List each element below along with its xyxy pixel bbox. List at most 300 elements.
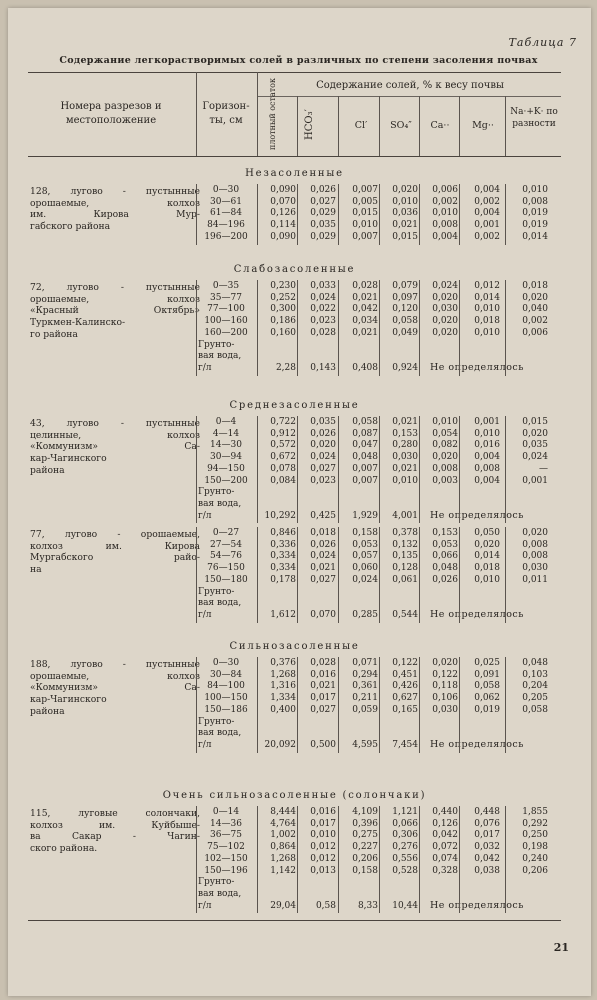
value-cell: 0,053 xyxy=(352,539,378,550)
value-cell: 0,165 xyxy=(392,704,418,715)
groundwater-value: 10,44 xyxy=(392,900,418,911)
value-cell: 0,020 xyxy=(392,185,418,195)
value-cell: 0,066 xyxy=(392,818,418,829)
value-cell: 0,035 xyxy=(522,440,548,451)
value-cell: 0,027 xyxy=(310,704,336,715)
table-row xyxy=(0,304,597,316)
horizon-cell: 160—200 xyxy=(204,327,248,338)
value-cell: 0,160 xyxy=(270,327,296,338)
value-cell: 0,158 xyxy=(352,865,378,876)
value-cell: 0,276 xyxy=(392,842,418,853)
value-cell: 0,010 xyxy=(352,220,378,231)
horizon-cell: 35—77 xyxy=(210,292,242,303)
value-cell: 0,036 xyxy=(392,208,418,219)
value-cell: 0,126 xyxy=(270,208,296,219)
column-rule xyxy=(459,280,460,376)
column-rule xyxy=(419,527,420,623)
profile-line: го района xyxy=(30,328,78,340)
horizon-cell: 84—196 xyxy=(207,220,245,231)
value-cell: 0,211 xyxy=(352,693,378,704)
profile-line: колхоз им. Куйбыше- xyxy=(30,819,200,831)
value-cell: 0,004 xyxy=(474,475,500,486)
header-column-rule xyxy=(379,96,380,156)
value-cell: 0,024 xyxy=(522,452,548,463)
table-row xyxy=(0,440,597,452)
section-title: Среднезасоленные xyxy=(229,400,360,411)
value-cell: 0,018 xyxy=(522,281,548,291)
header-column-rule xyxy=(459,96,460,156)
value-cell: 0,058 xyxy=(522,704,548,715)
value-cell: 0,334 xyxy=(270,563,296,574)
table-row xyxy=(0,429,597,441)
value-cell: 0,030 xyxy=(432,704,458,715)
column-rule xyxy=(257,806,258,913)
value-cell: 1,334 xyxy=(270,693,296,704)
value-cell: 0,118 xyxy=(432,681,458,692)
groundwater-value: 0,544 xyxy=(392,609,418,620)
value-cell: 0,090 xyxy=(270,231,296,242)
profile-line: на xyxy=(30,564,42,576)
value-cell: 0,072 xyxy=(432,842,458,853)
horizon-cell: 61—84 xyxy=(210,208,242,219)
value-cell: 1,002 xyxy=(270,830,296,841)
column-rule xyxy=(196,184,197,245)
value-cell: 0,010 xyxy=(474,327,500,338)
column-rule xyxy=(379,527,380,623)
section-title: Незасоленные xyxy=(245,168,344,179)
value-cell: 0,300 xyxy=(270,304,296,315)
value-cell: 0,294 xyxy=(352,669,378,680)
value-cell: 0,846 xyxy=(270,528,296,538)
value-cell: 0,060 xyxy=(352,563,378,574)
column-rule xyxy=(338,184,339,245)
table-row xyxy=(0,670,597,682)
value-cell: 0,030 xyxy=(392,452,418,463)
value-cell: 0,230 xyxy=(270,281,296,291)
table-row xyxy=(0,819,597,831)
value-cell: 0,048 xyxy=(352,452,378,463)
horizon-cell: 30—94 xyxy=(210,452,242,463)
column-rule xyxy=(379,657,380,753)
groundwater-label: вая вода, xyxy=(198,498,242,509)
value-cell: 0,058 xyxy=(392,316,418,327)
value-cell: 0,020 xyxy=(522,528,548,538)
column-rule xyxy=(419,806,420,913)
groundwater-label: вая вода, xyxy=(198,351,242,362)
profile-line: «Красный Октябрь» xyxy=(30,305,200,317)
groundwater-value: 0,143 xyxy=(310,362,336,373)
column-rule xyxy=(338,280,339,376)
value-cell: 0,026 xyxy=(310,185,336,195)
value-cell: 0,396 xyxy=(352,818,378,829)
value-cell: 0,912 xyxy=(270,428,296,439)
value-cell: 0,021 xyxy=(352,327,378,338)
value-cell: 0,864 xyxy=(270,842,296,853)
value-cell: 0,059 xyxy=(352,704,378,715)
horizon-cell: 150—196 xyxy=(204,865,248,876)
horizon-cell: 77—100 xyxy=(207,304,245,315)
horizon-cell: 0—35 xyxy=(212,281,240,291)
groundwater-label: г/л xyxy=(198,609,212,620)
value-cell: 0,135 xyxy=(392,551,418,562)
value-cell: 0,528 xyxy=(392,865,418,876)
table-row xyxy=(0,316,597,328)
horizon-cell: 36—75 xyxy=(210,830,242,841)
column-rule xyxy=(297,280,298,376)
value-cell: 0,050 xyxy=(474,528,500,538)
value-cell: 0,021 xyxy=(352,292,378,303)
groundwater-value: 0,070 xyxy=(310,609,336,620)
horizon-cell: 27—54 xyxy=(210,539,242,550)
table-row xyxy=(0,854,597,866)
table-row xyxy=(0,417,597,429)
profile-line: Туркмен-Калинско- xyxy=(30,317,126,329)
table-row xyxy=(0,693,597,705)
value-cell: 0,400 xyxy=(270,704,296,715)
value-cell: 0,008 xyxy=(432,220,458,231)
value-cell: 0,074 xyxy=(432,853,458,864)
value-cell: 0,556 xyxy=(392,853,418,864)
value-cell: 0,206 xyxy=(352,853,378,864)
value-cell: 0,087 xyxy=(352,428,378,439)
profile-line: Мургабского райо- xyxy=(30,552,200,564)
value-cell: 0,042 xyxy=(352,304,378,315)
value-cell: 0,066 xyxy=(432,551,458,562)
section-title: Очень сильнозасоленные (солончаки) xyxy=(162,790,427,801)
groundwater-value: 0,425 xyxy=(310,510,336,521)
value-cell: 0,227 xyxy=(352,842,378,853)
value-cell: 0,030 xyxy=(432,304,458,315)
profile-line: им. Кирова Мур- xyxy=(30,209,200,221)
column-rule xyxy=(338,657,339,753)
value-cell: 0,003 xyxy=(432,475,458,486)
profile-line: «Коммунизм» Са- xyxy=(30,682,200,694)
value-cell: 0,020 xyxy=(432,327,458,338)
table-row xyxy=(0,293,597,305)
value-cell: 0,026 xyxy=(310,428,336,439)
profile-line: ва Сакар - Чагин- xyxy=(30,831,200,843)
dry-residue-header: плотный остаток xyxy=(268,78,277,150)
horizon-cell: 76—150 xyxy=(207,563,245,574)
value-cell: 0,240 xyxy=(522,853,548,864)
value-cell: 0,114 xyxy=(270,220,296,231)
table-number: Таблица 7 xyxy=(508,36,577,49)
value-cell: 0,027 xyxy=(310,196,336,207)
value-cell: 0,012 xyxy=(310,842,336,853)
groundwater-label: г/л xyxy=(198,510,212,521)
value-cell: 0,034 xyxy=(352,316,378,327)
value-cell: 0,426 xyxy=(392,681,418,692)
groundwater-label: вая вода, xyxy=(198,888,242,899)
value-cell: 0,019 xyxy=(474,704,500,715)
value-cell: 0,010 xyxy=(522,185,548,195)
table-row xyxy=(0,528,597,540)
groundwater-value: 0,408 xyxy=(352,362,378,373)
value-cell: 0,015 xyxy=(522,417,548,427)
value-cell: 0,292 xyxy=(522,818,548,829)
horizon-cell: 100—160 xyxy=(204,316,248,327)
value-cell: 0,042 xyxy=(432,830,458,841)
table-row xyxy=(0,866,597,878)
header-column-rule xyxy=(196,72,197,156)
value-cell: 0,007 xyxy=(352,463,378,474)
value-cell: 0,122 xyxy=(432,669,458,680)
value-cell: 0,132 xyxy=(392,539,418,550)
salt-content-header: Содержание солей, % к весу почвы xyxy=(316,80,504,91)
header-column-rule xyxy=(419,96,420,156)
salt-header-rule xyxy=(258,96,561,97)
value-cell: 0,029 xyxy=(310,208,336,219)
value-cell: 0,106 xyxy=(432,693,458,704)
column-rule xyxy=(297,416,298,523)
header-top-rule xyxy=(28,72,561,73)
column-rule xyxy=(379,806,380,913)
header-bottom-rule xyxy=(28,156,561,157)
value-cell: 0,023 xyxy=(310,316,336,327)
value-cell: 0,336 xyxy=(270,539,296,550)
value-cell: 0,205 xyxy=(522,693,548,704)
column-rule xyxy=(459,806,460,913)
column-rule xyxy=(419,280,420,376)
value-cell: 1,121 xyxy=(392,807,418,817)
table-row xyxy=(0,705,597,717)
value-cell: 0,328 xyxy=(432,865,458,876)
value-cell: 1,268 xyxy=(270,669,296,680)
profile-line: кар-Чагинского xyxy=(30,694,107,706)
table-row xyxy=(0,197,597,209)
value-cell: 1,316 xyxy=(270,681,296,692)
value-cell: 0,378 xyxy=(392,528,418,538)
column-rule xyxy=(505,806,506,913)
value-cell: 0,079 xyxy=(392,281,418,291)
value-cell: 0,572 xyxy=(270,440,296,451)
not-determined-note: Не определялось xyxy=(430,361,524,373)
value-cell: 0,048 xyxy=(522,658,548,668)
value-cell: 0,017 xyxy=(474,830,500,841)
header-column-rule xyxy=(297,96,298,156)
value-cell: 0,070 xyxy=(270,196,296,207)
value-cell: 0,011 xyxy=(522,574,548,585)
value-cell: 0,024 xyxy=(352,574,378,585)
value-cell: 0,017 xyxy=(310,818,336,829)
column-rule xyxy=(505,280,506,376)
value-cell: 0,010 xyxy=(392,475,418,486)
value-cell: 0,010 xyxy=(432,208,458,219)
value-cell: 0,007 xyxy=(352,231,378,242)
value-cell: 0,042 xyxy=(474,853,500,864)
value-cell: 0,020 xyxy=(432,452,458,463)
groundwater-value: 0,285 xyxy=(352,609,378,620)
value-cell: 0,008 xyxy=(522,539,548,550)
column-rule xyxy=(257,184,258,245)
column-rule xyxy=(379,416,380,523)
not-determined-note: Не определялось xyxy=(430,738,524,750)
value-cell: 0,008 xyxy=(432,463,458,474)
groundwater-value: 4,595 xyxy=(352,739,378,750)
table-row xyxy=(0,281,597,293)
value-cell: 0,049 xyxy=(392,327,418,338)
value-cell: 0,010 xyxy=(474,574,500,585)
value-cell: 0,021 xyxy=(392,220,418,231)
value-cell: 0,198 xyxy=(522,842,548,853)
table-row xyxy=(0,464,597,476)
column-rule xyxy=(459,416,460,523)
horizon-cell: 100—150 xyxy=(204,693,248,704)
groundwater-value: 2,28 xyxy=(275,362,296,373)
profile-line: ского района. xyxy=(30,843,98,855)
value-cell: 1,268 xyxy=(270,853,296,864)
horizon-cell: 0—4 xyxy=(215,417,237,427)
na-k-header: Na·+K· по разности xyxy=(510,107,558,129)
groundwater-value: 29,04 xyxy=(270,900,296,911)
profile-line: 72, лугово - пустынные xyxy=(30,282,200,293)
value-cell: 0,084 xyxy=(270,475,296,486)
value-cell: 0,019 xyxy=(522,208,548,219)
groundwater-value: 20,092 xyxy=(264,739,296,750)
value-cell: 0,091 xyxy=(474,669,500,680)
value-cell: 0,014 xyxy=(474,292,500,303)
value-cell: 0,153 xyxy=(432,528,458,538)
value-cell: 0,057 xyxy=(352,551,378,562)
groundwater-label: вая вода, xyxy=(198,728,242,739)
groundwater-value: 0,924 xyxy=(392,362,418,373)
profile-line: орошаемые, колхоз xyxy=(30,670,200,682)
value-cell: 0,018 xyxy=(474,316,500,327)
column-rule xyxy=(505,527,506,623)
value-cell: 0,062 xyxy=(474,693,500,704)
value-cell: 0,097 xyxy=(392,292,418,303)
table-row xyxy=(0,328,597,340)
groundwater-value: 4,001 xyxy=(392,510,418,521)
horizon-cell: 150—186 xyxy=(204,704,248,715)
value-cell: 0,021 xyxy=(310,681,336,692)
column-rule xyxy=(297,527,298,623)
horizon-cell: 14—30 xyxy=(210,440,242,451)
column-rule xyxy=(459,657,460,753)
section-title: Слабозасоленные xyxy=(233,264,356,275)
value-cell: 0,250 xyxy=(522,830,548,841)
value-cell: 8,444 xyxy=(270,807,296,817)
value-cell: 0,010 xyxy=(432,417,458,427)
profile-line: кар-Чагинского xyxy=(30,453,107,465)
table-row xyxy=(0,551,597,563)
value-cell: 0,153 xyxy=(392,428,418,439)
column-rule xyxy=(459,527,460,623)
value-cell: 0,054 xyxy=(432,428,458,439)
table-row xyxy=(0,830,597,842)
column-rule xyxy=(196,416,197,523)
value-cell: 0,252 xyxy=(270,292,296,303)
value-cell: 0,015 xyxy=(392,231,418,242)
value-cell: 0,012 xyxy=(474,281,500,291)
value-cell: 0,451 xyxy=(392,669,418,680)
horizon-cell: 0—30 xyxy=(212,185,240,195)
column-rule xyxy=(419,657,420,753)
value-cell: 0,090 xyxy=(270,185,296,195)
value-cell: 0,026 xyxy=(432,574,458,585)
value-cell: 0,206 xyxy=(522,865,548,876)
table-row xyxy=(0,807,597,819)
value-cell: 0,076 xyxy=(474,818,500,829)
groundwater-value: 1,929 xyxy=(352,510,378,521)
value-cell: 0,004 xyxy=(474,185,500,195)
column-rule xyxy=(196,806,197,913)
value-cell: 0,053 xyxy=(432,539,458,550)
value-cell: 0,029 xyxy=(310,231,336,242)
value-cell: 0,440 xyxy=(432,807,458,817)
value-cell: — xyxy=(539,463,548,474)
groundwater-label: Грунто- xyxy=(198,586,235,597)
column-rule xyxy=(379,184,380,245)
column-rule xyxy=(419,184,420,245)
column-rule xyxy=(338,806,339,913)
table-row xyxy=(0,575,597,587)
profile-line: 128, лугово - пустынные xyxy=(30,186,200,197)
value-cell: 0,024 xyxy=(310,292,336,303)
value-cell: 0,126 xyxy=(432,818,458,829)
value-cell: 0,007 xyxy=(352,475,378,486)
value-cell: 0,010 xyxy=(392,196,418,207)
profile-header: Номера разрезов и местоположение xyxy=(60,101,162,126)
value-cell: 0,006 xyxy=(522,327,548,338)
table-bottom-rule xyxy=(28,920,561,921)
profile-line: 188, лугово - пустынные xyxy=(30,659,200,670)
value-cell: 0,061 xyxy=(392,574,418,585)
value-cell: 0,204 xyxy=(522,681,548,692)
value-cell: 0,019 xyxy=(522,220,548,231)
horizon-cell: 4—14 xyxy=(212,428,240,439)
value-cell: 0,020 xyxy=(474,539,500,550)
horizon-cell: 30—61 xyxy=(210,196,242,207)
value-cell: 0,018 xyxy=(474,563,500,574)
horizon-cell: 0—30 xyxy=(212,658,240,668)
table-row xyxy=(0,232,597,244)
horizon-cell: 150—200 xyxy=(204,475,248,486)
table-row xyxy=(0,681,597,693)
value-cell: 0,026 xyxy=(310,539,336,550)
value-cell: 0,376 xyxy=(270,658,296,668)
groundwater-value: 0,58 xyxy=(315,900,336,911)
horizon-cell: 94—150 xyxy=(207,463,245,474)
value-cell: 0,018 xyxy=(310,528,336,538)
value-cell: 0,028 xyxy=(352,281,378,291)
column-rule xyxy=(338,527,339,623)
profile-line: 43, лугово - пустынные xyxy=(30,418,200,429)
not-determined-note: Не определялось xyxy=(430,899,524,911)
value-cell: 0,047 xyxy=(352,440,378,451)
groundwater-label: вая вода, xyxy=(198,598,242,609)
value-cell: 0,005 xyxy=(352,196,378,207)
value-cell: 0,027 xyxy=(310,574,336,585)
value-cell: 4,764 xyxy=(270,818,296,829)
groundwater-value: 8,33 xyxy=(357,900,378,911)
page-number: 21 xyxy=(553,941,569,954)
value-cell: 0,334 xyxy=(270,551,296,562)
profile-line: целинные, колхоз xyxy=(30,429,200,441)
table-row xyxy=(0,540,597,552)
horizon-cell: 30—84 xyxy=(210,669,242,680)
column-rule xyxy=(297,657,298,753)
value-cell: 0,122 xyxy=(392,658,418,668)
table-row xyxy=(0,563,597,575)
value-cell: 0,004 xyxy=(474,208,500,219)
value-cell: 0,014 xyxy=(474,551,500,562)
value-cell: 0,448 xyxy=(474,807,500,817)
column-rule xyxy=(257,527,258,623)
column-rule xyxy=(379,280,380,376)
column-rule xyxy=(505,184,506,245)
column-rule xyxy=(297,184,298,245)
